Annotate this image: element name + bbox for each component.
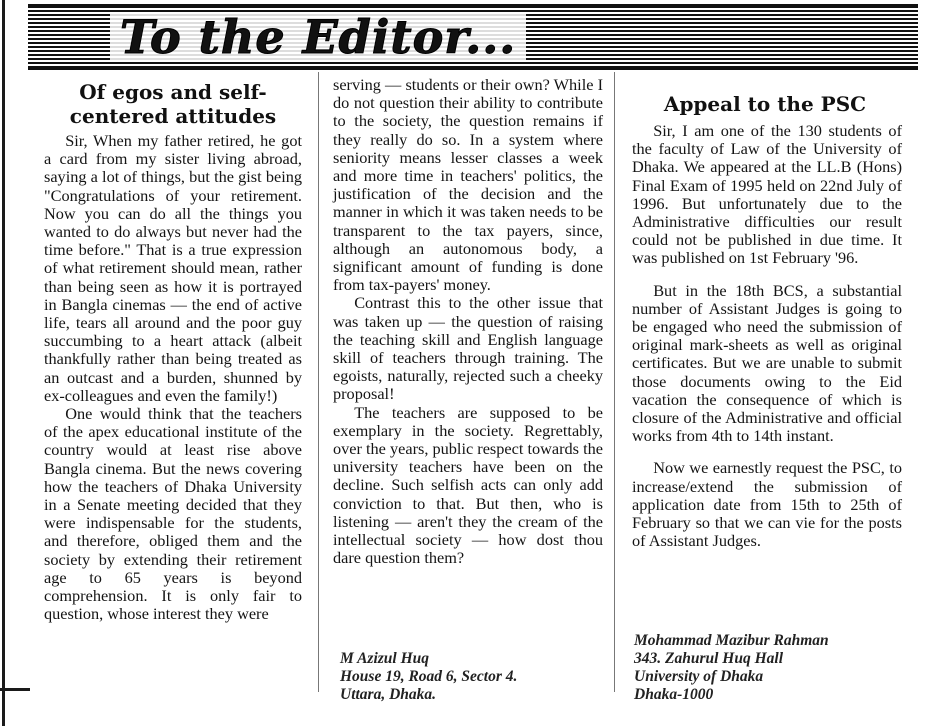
letter-paragraph: serving — students or their own? While I do not question their ability to contribute to the society, the question remains if they really do so. In a system where seniority means lesser classes a week and more time in teachers' politics, the justification of the decision and the manner in which it was taken needs to be transparent to the tax payers, since, although an autonomous body, a significant amount of funding is done from tax-payers' money. xyxy=(333,75,603,295)
section-title: To the Editor... xyxy=(110,12,526,62)
letter-paragraph: Contrast this to the other issue that was taken up — the question of raising the teaching skill and English language skill of teachers through training. The egoists, naturally, rejected such a cheeky proposal! xyxy=(333,293,603,404)
signature-line: Uttara, Dhaka. xyxy=(340,686,437,703)
signature-line: House 19, Road 6, Sector 4. xyxy=(340,668,518,685)
section-banner xyxy=(28,4,918,70)
column-divider xyxy=(614,72,615,692)
letter-column xyxy=(333,76,603,567)
letter-paragraph: Sir, When my father retired, he got a card from my sister living abroad, saying a lot of things, but the gist being "Congratulations of your retirement. Now you can do all the things you wanted to do always but never had the time before." That is a true expression of what retirement should mean, rather than being seen as how it is portrayed in Bangla cinemas — the end of active life, tears all around and the poor guy succumbing to a heart attack (albeit thankfully rather than being treated as an outcast and a burden, shunned by ex-colleagues and even the family!) xyxy=(44,131,302,405)
letter-signature xyxy=(634,632,904,704)
signature-line: M Azizul Huq xyxy=(340,650,430,667)
letter-column xyxy=(44,132,302,623)
letter-paragraph: Sir, I am one of the 130 students of the faculty of Law of the University of Dhaka. We appeared at the LL.B (Hons) Final Exam of 1995 held on 22nd July of 1996. But unfortunately due to the Administrative difficulties our result could not be published in due time. It was published on 1st February '96. xyxy=(632,121,902,268)
letter-paragraph: But in the 18th BCS, a substantial number of Assistant Judges is going to be engaged who need the submission of original mark-sheets as well as original certificates. But we are unable to submit those documents owing to the Eid vacation the consequence of which is closure of the Administrative and official works from 4th to 14th instant. xyxy=(632,280,902,446)
letter-paragraph: The teachers are supposed to be exemplary in the society. Regrettably, over the years, public respect towards the university teachers have been on the decline. Such selfish acts can only add conviction to that. But then, who is listening — aren't they the cream of the intellectual society — how dost thou dare question them? xyxy=(333,402,603,568)
letter-paragraph: One would think that the teachers of the apex educational institute of the country would at least rise above Bangla cinema. But the news covering how the teachers of Dhaka University in a Senate meeting decided that they were indispensable for the students, and therefore, obliged them and the society by extending their retirement age to 65 years is beyond comprehension. It is only fair to question, whose interest they were xyxy=(44,404,302,624)
page-left-border xyxy=(2,0,5,726)
signature-line: Mohammad Mazibur Rahman xyxy=(634,632,829,649)
letter-headline: Appeal to the PSC xyxy=(663,92,867,116)
column-divider xyxy=(318,72,319,692)
letter-paragraph: Now we earnestly request the PSC, to increase/extend the submission of application date from 15th to 25th of February so that we can vie for the posts of Assistant Judges. xyxy=(632,458,902,551)
signature-line: University of Dhaka xyxy=(634,668,764,685)
letter-column xyxy=(632,122,902,550)
page-border-tick xyxy=(0,688,30,691)
signature-line: Dhaka-1000 xyxy=(634,686,714,703)
signature-line: 343. Zahurul Huq Hall xyxy=(634,650,784,667)
letter-signature xyxy=(340,650,600,704)
letter-headline: Of egos and self-centered attitudes xyxy=(69,80,277,128)
